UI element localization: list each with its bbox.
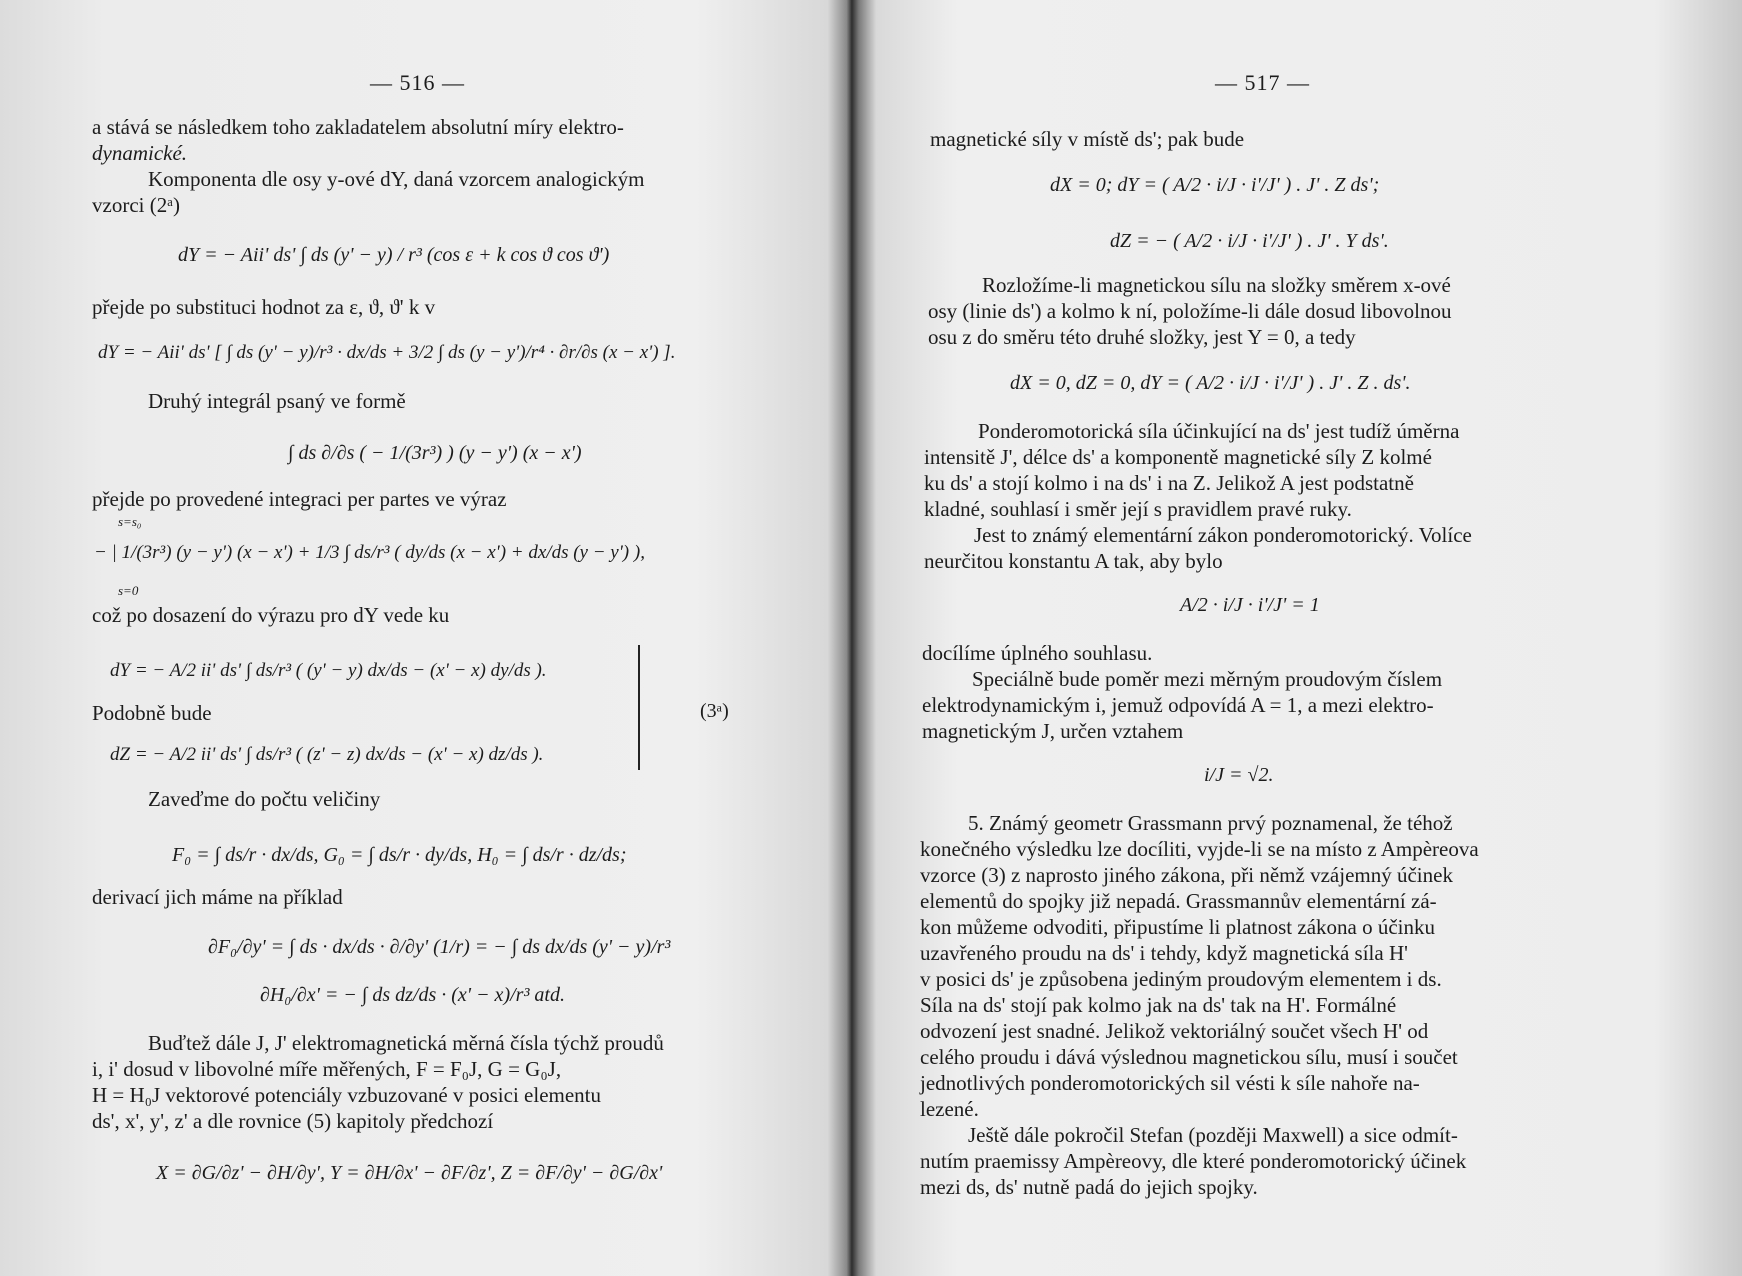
text-line: Buďtež dále J, J' elektromagnetická měrná čísla týchž proudů	[148, 1031, 664, 1055]
equation: − | 1/(3r³) (y − y') (x − x') + 1/3 ∫ ds/r³ ( dy/ds (x − x') + dx/ds (y − y') ),	[94, 542, 645, 563]
text-line: kladné, souhlasí i směr její s pravidlem pravé ruky.	[924, 497, 1352, 521]
text-line: osu z do směru této druhé složky, jest Y = 0, a tedy	[928, 325, 1356, 349]
right-page-number: — 517 —	[1215, 70, 1310, 95]
integration-limit-lower: s=0	[118, 583, 139, 598]
text-line: Zaveďme do počtu veličiny	[148, 787, 381, 811]
text-line: lezené.	[920, 1097, 979, 1121]
text-line: Rozložíme-li magnetickou sílu na složky směrem x-ové	[982, 273, 1451, 297]
equation: ∫ ds ∂/∂s ( − 1/(3r³) ) (y − y') (x − x')	[288, 442, 582, 464]
text-line: kon můžeme odvoditi, připustíme li platnost zákona o účinku	[920, 915, 1435, 939]
text-line: Speciálně bude poměr mezi měrným proudovým číslem	[972, 667, 1443, 691]
text-line: Komponenta dle osy y-ové dY, daná vzorcem analogickým	[148, 167, 645, 191]
equation: dY = − Aii' ds' [ ∫ ds (y' − y)/r³ · dx/ds + 3/2 ∫ ds (y − y')/r⁴ · ∂r/∂s (x − x') ].	[98, 342, 676, 363]
text-line: i, i' dosud v libovolné míře měřených, F = F₀J, G = G₀J,	[92, 1057, 562, 1081]
text-line: Ponderomotorická síla účinkující na ds' jest tudíž úměrna	[978, 419, 1460, 443]
left-page	[0, 0, 845, 1276]
left-page-number: — 516 —	[370, 70, 465, 95]
equation: dX = 0, dZ = 0, dY = ( A/2 · i/J · i'/J' ) . J' . Z . ds'.	[1010, 372, 1411, 394]
equation: i/J = √2.	[1204, 764, 1274, 786]
text-line: 5. Známý geometr Grassmann prvý poznamenal, že téhož	[968, 811, 1453, 835]
text-line: neurčitou konstantu A tak, aby bylo	[924, 549, 1223, 573]
equation-brace	[638, 645, 648, 770]
text-line: mezi ds, ds' nutně padá do jejich spojky.	[920, 1175, 1258, 1199]
text-line: uzavřeného proudu na ds' i tehdy, když magnetická síla H'	[920, 941, 1408, 965]
text-line: Podobně bude	[92, 701, 212, 725]
text-line: Síla na ds' stojí pak kolmo jak na ds' tak na H'. Formálné	[920, 993, 1397, 1017]
equation: dY = − Aii' ds' ∫ ds (y' − y) / r³ (cos ε + k cos ϑ cos ϑ')	[178, 244, 610, 266]
text-line: nutím praemissy Ampèreovy, dle které ponderomotorický účinek	[920, 1149, 1467, 1173]
integration-limit-upper: s=s₀	[118, 514, 142, 529]
text-line: celého proudu i dává výslednou magnetickou sílu, musí i součet	[920, 1045, 1458, 1069]
text-line: osy (linie ds') a kolmo k ní, položíme-li dále dosud libovolnou	[928, 299, 1452, 323]
equation: X = ∂G/∂z' − ∂H/∂y', Y = ∂H/∂x' − ∂F/∂z', Z = ∂F/∂y' − ∂G/∂x'	[156, 1162, 663, 1184]
text-line: docílíme úplného souhlasu.	[922, 641, 1153, 665]
text-line: dynamické.	[92, 141, 188, 165]
text-line: a stává se následkem toho zakladatelem absolutní míry elektro-	[92, 115, 624, 139]
text-line: Jest to známý elementární zákon ponderomotorický. Volíce	[974, 523, 1472, 547]
equation: ∂H₀/∂x' = − ∫ ds dz/ds · (x' − x)/r³ atd.	[260, 984, 565, 1006]
text-line: derivací jich máme na příklad	[92, 885, 343, 909]
text-line: přejde po substituci hodnot za ε, ϑ, ϑ' k v	[92, 295, 436, 319]
text-line: ds', x', y', z' a dle rovnice (5) kapitoly předchozí	[92, 1109, 494, 1133]
text-line: Druhý integrál psaný ve formě	[148, 389, 406, 413]
text-line: intensitě J', délce ds' a komponentě magnetické síly Z kolmé	[924, 445, 1432, 469]
equation: ∂F₀/∂y' = ∫ ds · dx/ds · ∂/∂y' (1/r) = − ∫ ds dx/ds (y' − y)/r³	[208, 936, 671, 958]
text-line: ku ds' a stojí kolmo i na ds' i na Z. Jelikož A jest podstatně	[924, 471, 1414, 495]
text-line: elektrodynamickým i, jemuž odpovídá A = 1, a mezi elektro-	[922, 693, 1434, 717]
text-line: magnetické síly v místě ds'; pak bude	[930, 127, 1245, 151]
text-line: jednotlivých ponderomotorických sil vésti k síle nahoře na-	[920, 1071, 1420, 1095]
equation: A/2 · i/J · i'/J' = 1	[1180, 594, 1320, 616]
text-line: v posici ds' je způsobena jediným proudovým elementem i ds.	[920, 967, 1442, 991]
equation: F₀ = ∫ ds/r · dx/ds, G₀ = ∫ ds/r · dy/ds, H₀ = ∫ ds/r · dz/ds;	[172, 844, 627, 866]
text-line: vzorce (3) z naprosto jiného zákona, při němž vzájemný účinek	[920, 863, 1453, 887]
text-line: Ještě dále pokročil Stefan (později Maxwell) a sice odmít-	[968, 1123, 1458, 1147]
text-line: přejde po provedené integraci per partes ve výraz	[92, 487, 507, 511]
equation: dZ = − ( A/2 · i/J · i'/J' ) . J' . Y ds'.	[1110, 230, 1389, 252]
equation: dZ = − A/2 ii' ds' ∫ ds/r³ ( (z' − z) dx/ds − (x' − x) dz/ds ).	[110, 744, 544, 765]
text-line: což po dosazení do výrazu pro dY vede ku	[92, 603, 450, 627]
text-line: vzorci (2ᵃ)	[92, 193, 180, 217]
equation: dY = − A/2 ii' ds' ∫ ds/r³ ( (y' − y) dx/ds − (x' − x) dy/ds ).	[110, 660, 547, 681]
text-line: odvození jest snadné. Jelikož vektoriálný součet všech H' od	[920, 1019, 1429, 1043]
right-page	[850, 0, 1742, 1276]
text-line: konečného výsledku lze docíliti, vyjde-li se na místo z Ampèreova	[920, 837, 1479, 861]
text-line: magnetickým J, určen vztahem	[922, 719, 1184, 743]
equation: dX = 0; dY = ( A/2 · i/J · i'/J' ) . J' . Z ds';	[1050, 174, 1380, 196]
text-line: H = H₀J vektorové potenciály vzbuzované v posici elementu	[92, 1083, 602, 1107]
text-line: elementů do spojky již nepadá. Grassmannův elementární zá-	[920, 889, 1437, 913]
equation-tag: (3ᵃ)	[700, 700, 729, 722]
